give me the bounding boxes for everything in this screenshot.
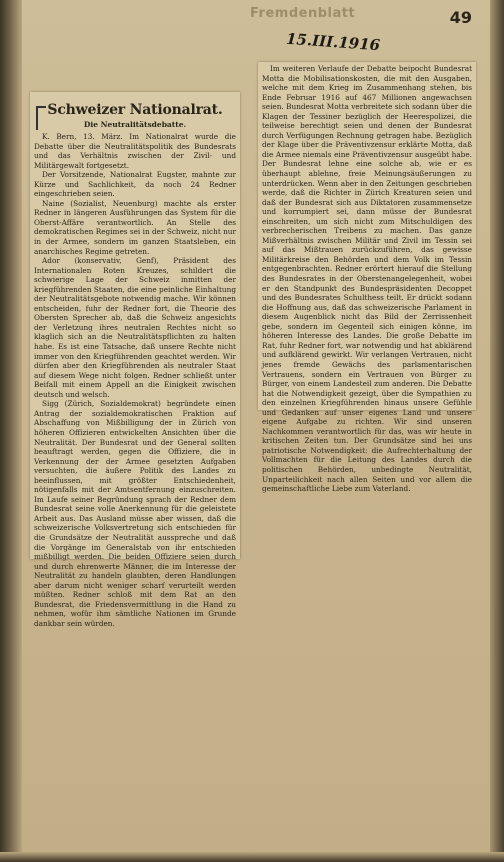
handwritten-date: 15.III.1916	[285, 29, 381, 55]
clipping-left-column	[30, 92, 240, 628]
paragraph: Der Vorsitzende, Nationalrat Eugster, mahnte zur Kürze und Sachlichkeit, da noch 24 Redner eingeschrieben seien.	[34, 170, 236, 199]
paragraph: Ador (konservativ, Genf), Präsident des Internationalen Roten Kreuzes, schildert die schwierige Lage der Schweiz inmitten der kriegführenden Staaten, die eine peinliche Einhaltung der Neutralitätsgebote notwendig mache. Wir können entscheiden, fuhr der Redner fort, die Theorie des Obersten Sprecher ab, daß die Schweiz angesichts der Verletzung ihres neutralen Rechtes nicht so klaglich sich an die Neutralitätspflichten zu halten habe. Es ist eine Tatsache, daß unsere Rechte nicht immer von den Kriegführenden geachtet werden. Wir dürfen aber den Kriegführenden als neutraler Staat auf diesem Wege nicht folgen. Redner schließt unter Beifall mit einem Appell an die Einigkeit zwischen deutsch und welsch.	[34, 256, 236, 399]
newspaper-name: Fremdenblatt	[250, 6, 356, 21]
page-bottom-edge	[0, 852, 504, 862]
right-column-text	[258, 62, 476, 494]
paragraph: Im weiteren Verlaufe der Debatte beipocht Bundesrat Motta die Mobilisationskosten, die mit den Ausgaben, welche mit dem Krieg im Zusammenhang stehen, bis Ende Februar 1916 auf 467 Millionen angewachsen seien. Bundesrat Motta verbreitete sich sodann über die Klagen der Tessiner bezüglich der Heerespolizei, die teilweise berechtigt seien und denen der Bundesrat durch Verfügungen Rechnung getragen habe. Bezüglich der Klage über die Präventivzensur erklärte Motta, daß die Armee niemals eine Präventivzensur ausgeübt habe. Der Bundesrat lehne eine solche ab, wie er es überhaupt ablehne, freie Meinungsäußerungen zu unterdrücken. Wenn aber in den Zeitungen geschrieben werde, daß die Richter in Zürich Kreaturen seien und daß der Bundesrat sich aus Diktatoren zusammensetze und korrumpiert sei, dann müsse der Bundesrat einschreiten, um sich nicht zum Mitschuldigen des verbrecherischen Treibens zu machen. Das ganze Mißverhältnis zwischen Militär und Zivil im Tessin sei auf das Mißtrauen zurückzuführen, das gewisse Militärkreise den Behörden und dem Volk im Tessin entgegenbrachten. Redner erörtert hierauf die Stellung des Bundesrates in der Oberstenangelegenheit, wobei er den Standpunkt des Bundespräsidenten Decoppet und des Bundesrates Schulthess teilt. Er drückt sodann die Hoffnung aus, daß das schweizerische Parlament in diesem Augenblick nicht das Bild der Zerrissenheit gebe, sondern im Gegenteil sich einigen könne, im höheren Interesse des Landes. Die große Debatte im Rat, fuhr Redner fort, war notwendig und hat abklärend und aufklärend gewirkt. Wir verlangen Vertrauen, nicht jenes fremde Gewächs des parlamentarischen Vertrauens, sondern ein Vertrauen von Bürger zu Bürger, von einem Landesteil zum anderen. Die Debatte hat die Notwendigkeit gezeigt, über die Sympathien zu den einzelnen Kriegführenden hinaus unsere Gefühle und Gedanken auf unser eigenes Land und unsere eigene Aufgabe zu richten. Wir sind unseren Nachkommen verantwortlich für das, was wir heute in kritischen Zeiten tun. Der Grundsätze sind bei uns patriotische Notwendigkeit: die Aufrechterhaltung der Vollmachten für die Leitung des Landes durch die politischen Behörden, unbedingte Neutralität, Unparteilichkeit nach allen Seiten und vor allem die gemeinschaftliche Liebe zum Vaterland.	[262, 64, 472, 494]
clipping-right-column	[258, 62, 476, 494]
left-column-text	[30, 132, 240, 628]
paragraph: Naine (Sozialist, Neuenburg) machte als erster Redner in längeren Ausführungen das System für die Oberst-Affäre verantwortlich. An Stelle des demokratischen Regimes sei in der Schweiz, nicht nur in der Armee, sondern im ganzen Staatsleben, ein anarchisches Regime getreten.	[34, 198, 236, 256]
page-number: 49	[449, 8, 472, 27]
article-subtitle: Die Neutralitätsdebatte.	[83, 120, 187, 129]
page-left-edge	[0, 0, 22, 862]
paragraph: Sigg (Zürich, Sozialdemokrat) begründete einen Antrag der sozialdemokratischen Fraktion auf Abschaffung von Mißbilligung der in Zürich von höheren Offizieren entwickelten Ansichten über die Neutralität. Der Bundesrat und der General sollten beauftragt werden, gegen die Offiziere, die in Verkennung der der Armee gesetzten Aufgaben versuchten, die äußere Politik des Landes zu beeinflussen, mit größter Entschiedenheit, nötigenfalls mit der Amtsentfernung einzuschreiten. Im Laufe seiner Begründung sprach der Redner dem Bundesrat seine volle Anerkennung für die geleistete Arbeit aus. Das Ausland müsse aber wissen, daß die schweizerische Volksvertretung sich entschieden für die Grundsätze der Neutralität ausspreche und daß die Vorgänge im Generalstab von ihr entschieden mißbilligt werden. Die beiden Offiziere seien durch und durch ehrenwerte Männer, die im Interesse der Neutralität zu handeln glaubten, deren Handlungen aber darum nicht weniger scharf verurteilt werden müßten. Redner schloß mit dem Rat an den Bundesrat, die Friedensvermittlung in die Hand zu nehmen, wofür ihm sämtliche Nationen im Grunde dankbar sein würden.	[34, 399, 236, 628]
paragraph: K. Bern, 13. März. Im Nationalrat wurde die Debatte über die Neutralitätspolitik des Bundesrats und das Verhältnis zwischen der Zivil- und Militärgewalt fortgesetzt.	[34, 132, 236, 170]
pencil-bracket-mark	[36, 106, 46, 130]
article-title: Schweizer Nationalrat.	[47, 102, 223, 118]
page-right-edge	[490, 0, 504, 862]
